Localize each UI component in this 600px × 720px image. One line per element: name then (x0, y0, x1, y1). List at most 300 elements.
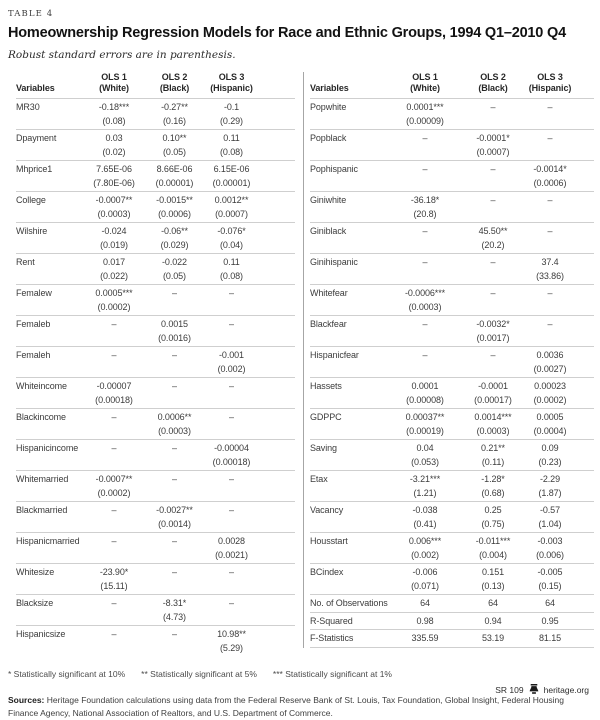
column-header-line2: (White) (99, 82, 129, 93)
coefficient-cell: -0.011*** (462, 533, 524, 549)
standard-error-cell (82, 362, 146, 378)
spacer-cell (576, 114, 594, 130)
variable-row (16, 223, 295, 239)
variable-name-empty (16, 486, 82, 502)
standard-error-cell: (0.00018) (212, 457, 251, 467)
standard-error-row (16, 176, 295, 192)
spacer-cell (576, 269, 594, 285)
spacer-cell (260, 564, 295, 580)
standard-error-cell: (1.04) (538, 519, 562, 529)
coefficient-cell: – (146, 378, 203, 394)
standard-error-cell (462, 114, 524, 130)
spacer-cell (260, 626, 295, 642)
standard-error-cell (388, 145, 462, 161)
standard-error-cell (524, 145, 576, 161)
variable-name: Hispanicfear (310, 347, 388, 363)
variable-row (310, 192, 594, 208)
standard-error-cell (82, 517, 146, 533)
spacer-cell (576, 579, 594, 595)
coefficient-cell: – (203, 502, 260, 518)
standard-error-cell: (0.0006) (158, 209, 191, 219)
variable-name: Whitemarried (16, 471, 82, 487)
standard-error-cell: (0.006) (536, 550, 564, 560)
summary-value-cell: 64 (388, 595, 462, 613)
variable-name-empty (16, 300, 82, 316)
spacer-cell (576, 300, 594, 316)
variable-row (16, 316, 295, 332)
summary-value-cell: 64 (462, 595, 524, 613)
standard-error-row (310, 548, 594, 564)
standard-error-row (310, 517, 594, 533)
spacer-cell (260, 641, 295, 656)
page-title: Homeownership Regression Models for Race and Ethnic Groups, 1994 Q1–2010 Q4 (8, 25, 566, 41)
variable-name: Femaleh (16, 347, 82, 363)
coefficient-cell: – (388, 347, 462, 363)
spacer-cell (260, 316, 295, 332)
regression-tables (16, 72, 592, 656)
standard-error-cell: (0.029) (160, 240, 189, 250)
coefficient-cell: – (146, 471, 203, 487)
coefficient-cell: -0.00007 (82, 378, 146, 394)
coefficient-cell: 0.21** (462, 440, 524, 456)
standard-error-cell: (0.08) (102, 116, 126, 126)
coefficient-cell: – (388, 254, 462, 270)
variable-row (16, 626, 295, 642)
coefficient-cell: – (82, 440, 146, 456)
summary-row (310, 630, 594, 648)
sources-label: Sources: (8, 695, 45, 705)
coefficient-cell: – (462, 161, 524, 177)
standard-error-row (16, 393, 295, 409)
standard-error-row (310, 176, 594, 192)
standard-error-cell: (5.29) (220, 643, 243, 653)
coefficient-cell: – (203, 471, 260, 487)
coefficient-cell: 37.4 (524, 254, 576, 270)
variable-row (310, 223, 594, 239)
variable-row (310, 378, 594, 394)
spacer-cell (260, 424, 295, 440)
standard-error-cell (203, 331, 260, 347)
coefficient-cell: – (203, 595, 260, 611)
spacer-cell (260, 579, 295, 595)
footnote-1pct: *** Statistically significant at 1% (272, 669, 392, 679)
spacer-cell (260, 502, 295, 518)
coefficient-cell: – (524, 99, 576, 115)
table-number-label: TABLE 4 (8, 9, 54, 19)
coefficient-cell: -0.0014* (524, 161, 576, 177)
variable-row (310, 254, 594, 270)
coefficient-cell: -0.076* (203, 223, 260, 239)
standard-error-cell: (0.0007) (476, 147, 510, 157)
standard-error-cell: (0.08) (220, 271, 243, 281)
coefficient-cell: 0.09 (524, 440, 576, 456)
standard-error-cell (462, 176, 524, 192)
summary-label: No. of Observations (310, 595, 388, 613)
spacer-cell (576, 440, 594, 456)
spacer-cell (260, 72, 295, 99)
variable-row (16, 595, 295, 611)
standard-error-cell (524, 331, 576, 347)
variable-name-empty (310, 362, 388, 378)
standard-error-cell: (0.0006) (533, 178, 567, 188)
variable-row (16, 409, 295, 425)
standard-error-cell (146, 486, 203, 502)
variable-name-empty (310, 114, 388, 130)
standard-error-cell (524, 207, 576, 223)
standard-error-cell: (0.0002) (97, 302, 131, 312)
spacer-cell (260, 455, 295, 471)
coefficient-cell: 0.0015 (146, 316, 203, 332)
variable-name: Blackmarried (16, 502, 82, 518)
standard-error-row (16, 486, 295, 502)
spacer-cell (576, 223, 594, 239)
standard-error-cell: (0.053) (411, 457, 439, 467)
coefficient-cell: -0.18*** (82, 99, 146, 115)
spacer-cell (260, 176, 295, 192)
spacer-cell (260, 99, 295, 115)
spacer-cell (576, 130, 594, 146)
standard-error-cell: (0.68) (481, 488, 505, 498)
variable-name-empty (16, 238, 82, 254)
variable-name: Femaleb (16, 316, 82, 332)
standard-error-cell: (0.11) (481, 457, 505, 467)
coefficient-cell: – (146, 347, 203, 363)
coefficient-cell: -0.0032* (462, 316, 524, 332)
standard-error-cell (203, 610, 260, 626)
coefficient-cell: 0.04 (388, 440, 462, 456)
regression-table-left (16, 72, 295, 656)
coefficient-cell: – (524, 192, 576, 208)
coefficient-cell: 0.017 (82, 254, 146, 270)
standard-error-row (310, 300, 594, 316)
variable-name: Giniwhite (310, 192, 388, 208)
standard-error-row (16, 300, 295, 316)
standard-error-cell (82, 455, 146, 471)
column-header-line1: OLS 1 (412, 72, 438, 82)
standard-error-cell (203, 486, 260, 502)
column-header-line2: (Black) (478, 82, 508, 93)
variable-name-empty (16, 579, 82, 595)
standard-error-cell: (0.0016) (158, 333, 191, 343)
coefficient-cell: -8.31* (146, 595, 203, 611)
coefficient-cell: – (462, 285, 524, 301)
variable-name-empty (16, 455, 82, 471)
standard-error-cell: (0.75) (481, 519, 505, 529)
model-column-header (203, 72, 260, 99)
spacer-cell (260, 378, 295, 394)
standard-error-row (16, 362, 295, 378)
table-subtitle: Robust standard errors are in parenthesis. (8, 49, 236, 61)
standard-error-cell (82, 331, 146, 347)
variable-name-empty (310, 331, 388, 347)
standard-error-cell: (0.02) (102, 147, 126, 157)
coefficient-cell: -0.022 (146, 254, 203, 270)
standard-error-cell: (1.87) (538, 488, 562, 498)
coefficient-cell: 0.151 (462, 564, 524, 580)
spacer-cell (576, 533, 594, 549)
standard-error-row (310, 238, 594, 254)
standard-error-cell (146, 362, 203, 378)
column-header-line1: OLS 2 (480, 72, 506, 82)
coefficient-cell: – (146, 440, 203, 456)
standard-error-cell (82, 610, 146, 626)
variable-name-empty (16, 610, 82, 626)
column-header-line1: OLS 1 (101, 72, 127, 82)
standard-error-cell: (20.2) (481, 240, 505, 250)
variable-row (16, 440, 295, 456)
table-header-row (310, 72, 594, 99)
standard-error-cell (203, 300, 260, 316)
coefficient-cell: – (462, 254, 524, 270)
variable-name: Giniblack (310, 223, 388, 239)
standard-error-cell: (0.071) (411, 581, 439, 591)
coefficient-cell: 8.66E-06 (146, 161, 203, 177)
spacer-cell (576, 99, 594, 115)
variable-name: Dpayment (16, 130, 82, 146)
standard-error-row (16, 114, 295, 130)
variable-row (310, 409, 594, 425)
spacer-cell (576, 378, 594, 394)
variable-row (16, 285, 295, 301)
coefficient-cell: -0.0006*** (388, 285, 462, 301)
standard-error-cell: (0.0002) (97, 488, 131, 498)
spacer-cell (260, 161, 295, 177)
standard-error-cell: (7.80E-06) (93, 178, 135, 188)
coefficient-cell: 10.98** (203, 626, 260, 642)
coefficient-cell: -0.005 (524, 564, 576, 580)
coefficient-cell: -0.57 (524, 502, 576, 518)
coefficient-cell: – (388, 130, 462, 146)
coefficient-cell: 0.0001 (388, 378, 462, 394)
coefficient-cell: -0.0015** (146, 192, 203, 208)
standard-error-cell: (20.8) (413, 209, 437, 219)
spacer-cell (576, 612, 594, 630)
variable-name-empty (16, 548, 82, 564)
page-footer (495, 684, 589, 695)
spacer-cell (576, 548, 594, 564)
spacer-cell (260, 300, 295, 316)
report-number: SR 109 (495, 684, 524, 695)
standard-error-cell: (0.08) (220, 147, 243, 157)
standard-error-row (310, 393, 594, 409)
variable-row (310, 347, 594, 363)
coefficient-cell: – (524, 223, 576, 239)
standard-error-cell: (0.022) (100, 271, 128, 281)
variable-row (310, 564, 594, 580)
standard-error-cell: (0.0027) (533, 364, 567, 374)
spacer-cell (576, 161, 594, 177)
variable-name: College (16, 192, 82, 208)
spacer-cell (576, 238, 594, 254)
standard-error-cell: (0.0003) (476, 426, 510, 436)
variable-name-empty (310, 455, 388, 471)
coefficient-cell: -36.18* (388, 192, 462, 208)
coefficient-cell: – (203, 285, 260, 301)
standard-error-cell (388, 331, 462, 347)
variable-name-empty (310, 300, 388, 316)
variable-name: Hassets (310, 378, 388, 394)
spacer-cell (576, 331, 594, 347)
variable-name: GDPPC (310, 409, 388, 425)
coefficient-cell: 0.0005*** (82, 285, 146, 301)
variable-name-empty (310, 176, 388, 192)
spacer-cell (260, 207, 295, 223)
spacer-cell (260, 145, 295, 161)
variable-row (16, 564, 295, 580)
coefficient-cell: – (82, 595, 146, 611)
standard-error-cell (203, 517, 260, 533)
variable-row (310, 99, 594, 115)
spacer-cell (260, 517, 295, 533)
spacer-cell (260, 471, 295, 487)
standard-error-cell (203, 579, 260, 595)
column-header-line2: (Hispanic) (528, 82, 572, 93)
spacer-cell (576, 393, 594, 409)
sources-text: Heritage Foundation calculations using data from the Federal Reserve Bank of St. Louis, Tax Foundation, Global Insight, Federal Housing Finance Agency, National Association of Realtors, and U.S. Department of Commerce. (8, 695, 564, 719)
coefficient-cell: – (82, 533, 146, 549)
variable-row (310, 471, 594, 487)
standard-error-cell: (0.16) (163, 116, 186, 126)
standard-error-cell: (0.23) (538, 457, 562, 467)
spacer-cell (576, 630, 594, 648)
variable-name-empty (16, 362, 82, 378)
coefficient-cell: -0.024 (82, 223, 146, 239)
coefficient-cell: 0.0028 (203, 533, 260, 549)
variable-name: Whitesize (16, 564, 82, 580)
spacer-cell (260, 331, 295, 347)
coefficient-cell: 7.65E-06 (82, 161, 146, 177)
standard-error-row (310, 579, 594, 595)
spacer-cell (260, 114, 295, 130)
standard-error-cell: (0.002) (411, 550, 439, 560)
standard-error-cell: (0.004) (479, 550, 507, 560)
standard-error-cell (462, 269, 524, 285)
standard-error-cell: (0.00017) (474, 395, 512, 405)
column-header-line1: OLS 2 (161, 72, 188, 82)
coefficient-cell: -0.006 (388, 564, 462, 580)
variable-row (310, 316, 594, 332)
variable-row (310, 533, 594, 549)
spacer-cell (576, 192, 594, 208)
summary-value-cell: 81.15 (524, 630, 576, 648)
column-header-line1: OLS 3 (218, 72, 245, 82)
variable-name-empty (16, 114, 82, 130)
summary-label: F-Statistics (310, 630, 388, 648)
spacer-cell (260, 533, 295, 549)
variable-name-empty (16, 331, 82, 347)
model-column-header (146, 72, 203, 99)
variable-name-empty (310, 145, 388, 161)
coefficient-cell: -0.038 (388, 502, 462, 518)
variable-name-empty (16, 145, 82, 161)
standard-error-cell: (0.00001) (155, 178, 194, 188)
column-header-line2: (Hispanic) (210, 82, 253, 93)
coefficient-cell: 0.0012** (203, 192, 260, 208)
spacer-cell (576, 362, 594, 378)
standard-error-cell: (0.0007) (215, 209, 248, 219)
coefficient-cell: – (146, 533, 203, 549)
spacer-cell (576, 455, 594, 471)
variable-name: Whitefear (310, 285, 388, 301)
spacer-cell (576, 72, 594, 99)
spacer-cell (576, 254, 594, 270)
standard-error-row (310, 362, 594, 378)
standard-error-cell: (0.41) (413, 519, 437, 529)
coefficient-cell: 0.11 (203, 130, 260, 146)
spacer-cell (260, 409, 295, 425)
standard-error-cell: (0.00009) (406, 116, 444, 126)
variable-row (310, 440, 594, 456)
standard-error-cell: (0.0021) (215, 550, 248, 560)
variable-row (310, 502, 594, 518)
standard-error-row (16, 610, 295, 626)
spacer-cell (576, 564, 594, 580)
standard-error-cell: (0.13) (481, 581, 505, 591)
standard-error-cell (388, 269, 462, 285)
standard-error-row (310, 207, 594, 223)
coefficient-cell: 0.11 (203, 254, 260, 270)
standard-error-row (16, 455, 295, 471)
standard-error-cell: (0.0003) (97, 209, 131, 219)
variable-row (16, 471, 295, 487)
summary-value-cell: 0.98 (388, 612, 462, 630)
coefficient-cell: 0.0006** (146, 409, 203, 425)
standard-error-cell: (0.0017) (476, 333, 510, 343)
variables-column-header: Variables (16, 82, 55, 93)
spacer-cell (260, 486, 295, 502)
variable-row (16, 378, 295, 394)
spacer-cell (576, 347, 594, 363)
variable-name: Hispanicmarried (16, 533, 82, 549)
table-header-row (16, 72, 295, 99)
variable-name-empty (16, 393, 82, 409)
spacer-cell (576, 285, 594, 301)
standard-error-row (310, 145, 594, 161)
coefficient-cell: – (146, 626, 203, 642)
variable-name-empty (16, 176, 82, 192)
coefficient-cell: – (462, 192, 524, 208)
variable-row (16, 533, 295, 549)
coefficient-cell: -0.1 (203, 99, 260, 115)
standard-error-cell: (0.002) (217, 364, 246, 374)
summary-value-cell: 0.94 (462, 612, 524, 630)
standard-error-cell: (1.21) (413, 488, 437, 498)
standard-error-cell: (0.0003) (408, 302, 442, 312)
standard-error-cell: (0.0014) (158, 519, 191, 529)
standard-error-row (16, 641, 295, 656)
variable-name-empty (16, 424, 82, 440)
standard-error-cell (82, 424, 146, 440)
coefficient-cell: 0.0036 (524, 347, 576, 363)
coefficient-cell: 0.00037** (388, 409, 462, 425)
standard-error-cell: (0.15) (538, 581, 562, 591)
coefficient-cell: – (203, 316, 260, 332)
variable-name-empty (16, 517, 82, 533)
significance-footnotes (8, 669, 592, 679)
standard-error-row (16, 517, 295, 533)
coefficient-cell: -1.28* (462, 471, 524, 487)
standard-error-cell (388, 238, 462, 254)
variable-name-empty (310, 238, 388, 254)
standard-error-cell (462, 300, 524, 316)
coefficient-cell: -0.27** (146, 99, 203, 115)
standard-error-cell (203, 393, 260, 409)
spacer-cell (260, 238, 295, 254)
spacer-cell (576, 316, 594, 332)
standard-error-cell (146, 455, 203, 471)
summary-value-cell: 0.95 (524, 612, 576, 630)
standard-error-row (310, 486, 594, 502)
